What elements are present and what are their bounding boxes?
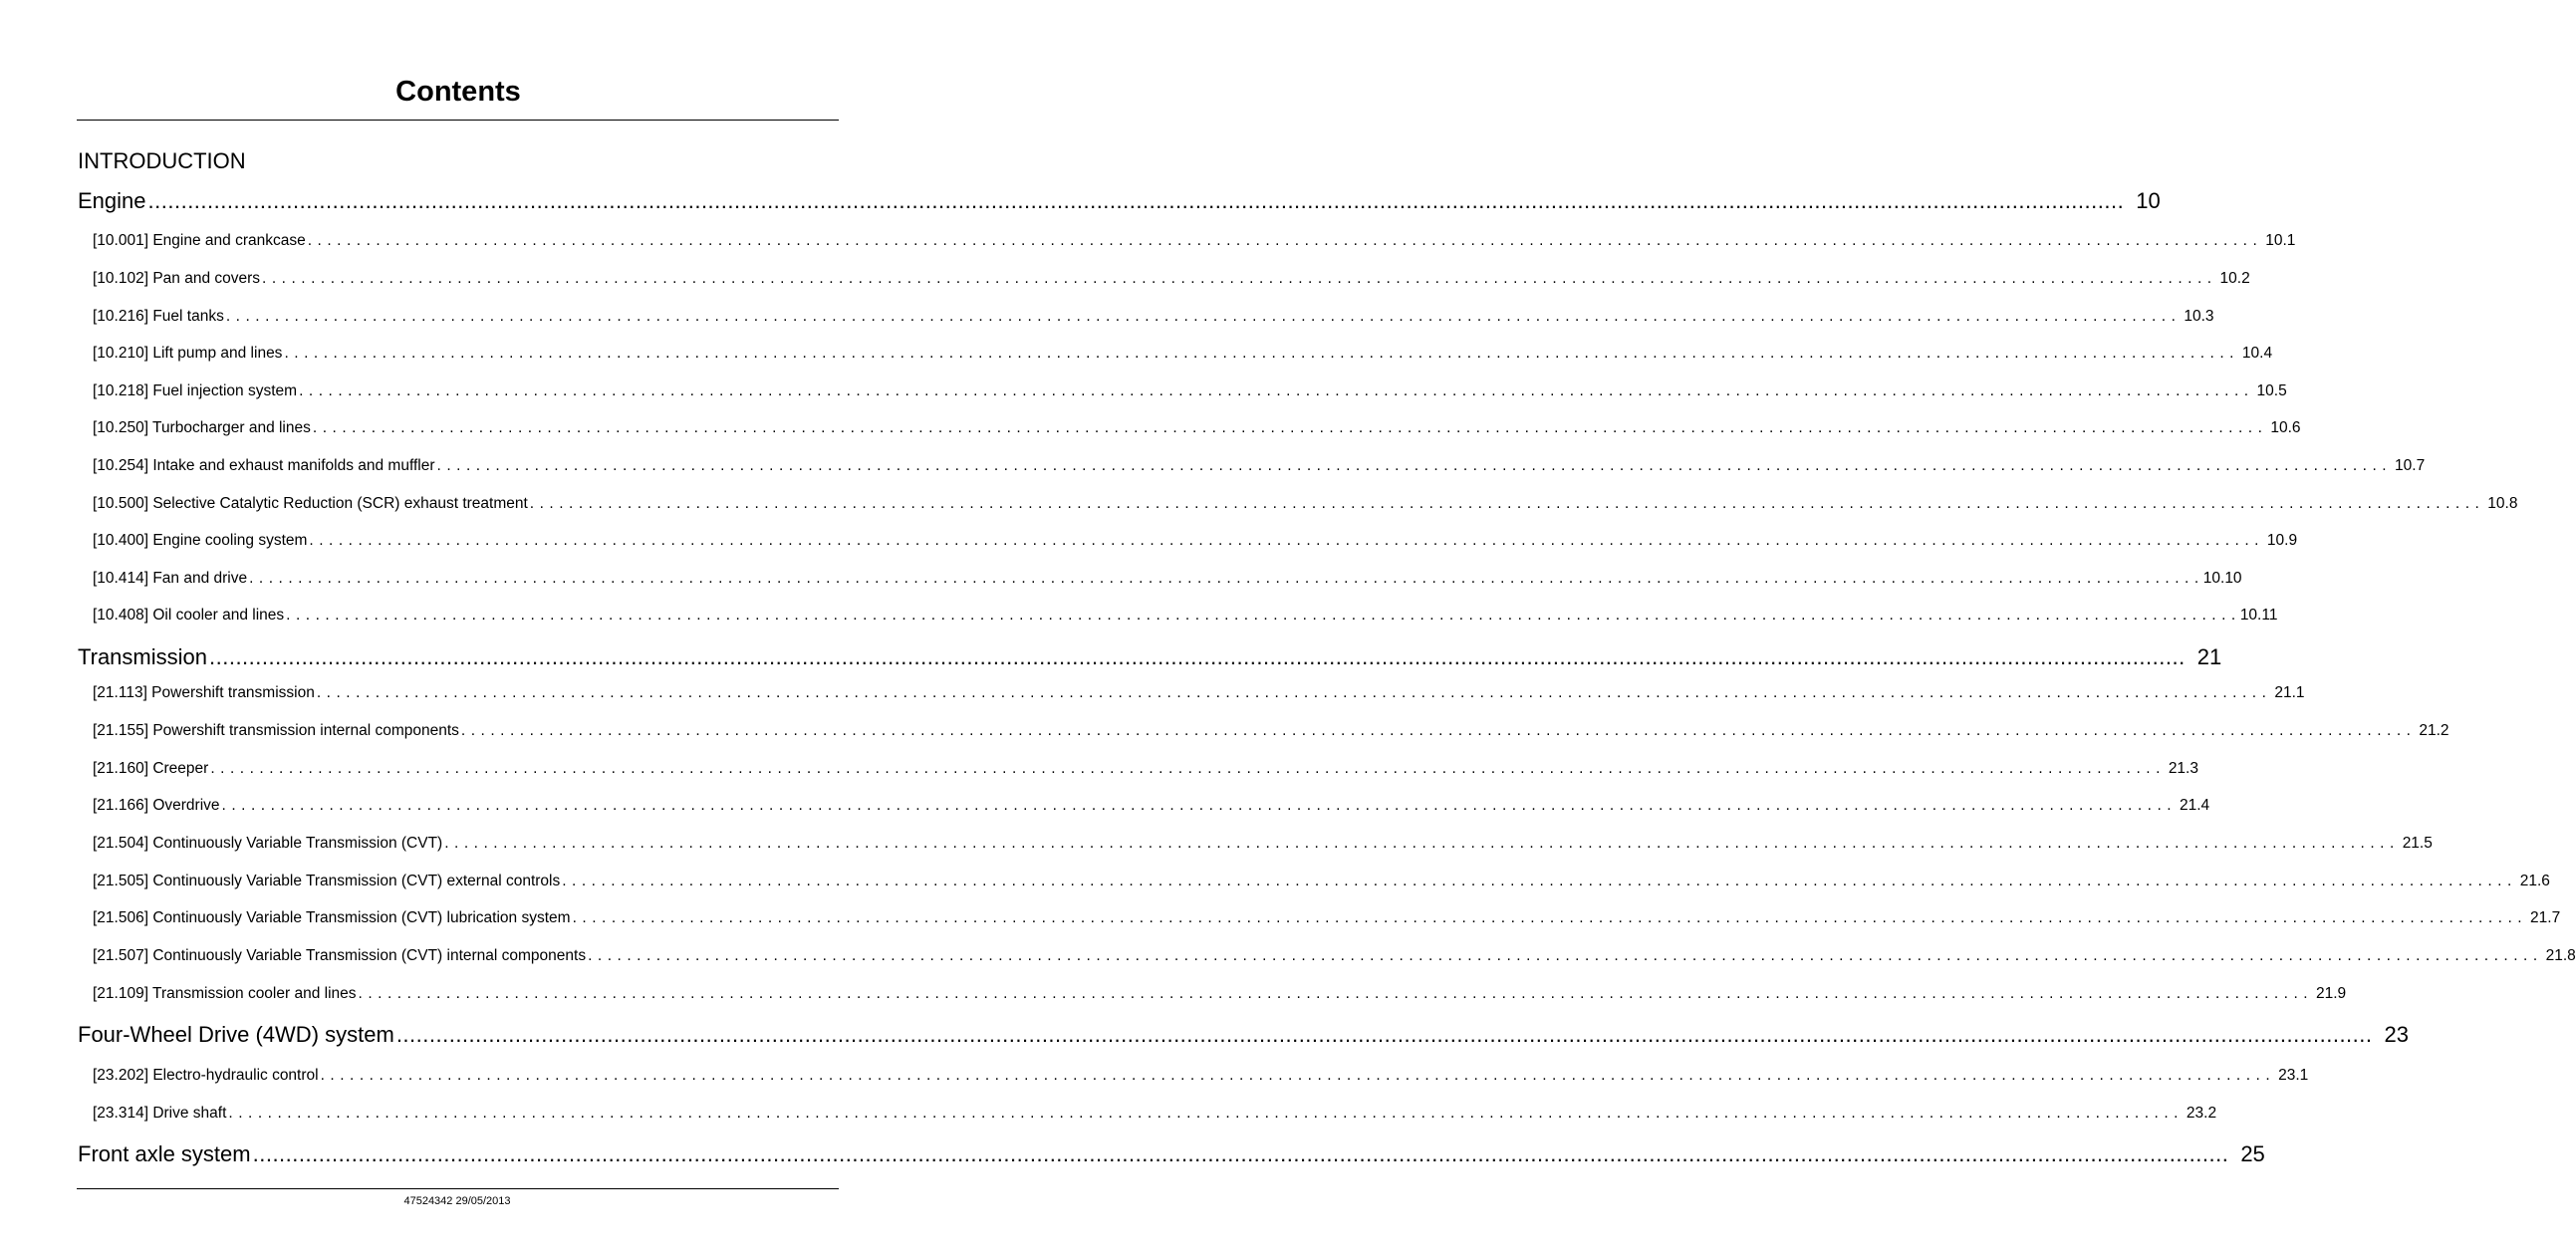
toc-section-page: 21.4 [2180,797,2210,814]
toc-section-page: 10.2 [2219,270,2250,287]
toc-section-page: 21.9 [2316,985,2347,1002]
toc-section-title: [10.408] Oil cooler and lines [93,607,285,624]
toc-leader-dots: . . . . . . . . . . . . . . . . . . . . . . . . . . . . . . . . . . . . . . . . . . . . . . . . . . . . . . . . . . . . . . . . . . . . . . . . . . . . . . . . . . . . . . . . . . . . . . . . . . . . . . . . . . . . . . . . . . . . . . . . . . . . . . . . . . . . . . . . . . . . . . . . . . . . . . . . . . . . . . . . . . . . . . . . . . . . . . . . . . . . . . . . . . . . . . . . . . . . . . . . [262,270,2212,287]
toc-chapter-page: 23 [2384,1022,2409,1047]
toc-section-entry[interactable] [93,946,2576,966]
toc-section-page: 10.6 [2270,419,2301,436]
toc-section-entry[interactable] [93,984,2347,1004]
toc-section-page: 21.7 [2530,909,2561,926]
toc-leader-dots: . . . . . . . . . . . . . . . . . . . . . . . . . . . . . . . . . . . . . . . . . . . . . . . . . . . . . . . . . . . . . . . . . . . . . . . . . . . . . . . . . . . . . . . . . . . . . . . . . . . . . . . . . . . . . . . . . . . . . . . . . . . . . . . . . . . . . . . . . . . . . . . . . . . . . . . . . . . . . . . . . . . . . . . . . . . . . . . . . . . . . . . . . . . . . . . . . . . . . . . . [286,607,2236,624]
toc-section-page: 21.6 [2519,873,2550,889]
toc-section-entry[interactable] [93,456,2426,476]
toc-section-entry[interactable] [93,872,2550,891]
toc-section-page: 21.8 [2545,947,2576,964]
toc-section-entry[interactable] [93,307,2214,327]
toc-section-page: 10.9 [2266,532,2298,549]
toc-section-page: 10.1 [2265,232,2296,249]
toc-section-title: [10.254] Intake and exhaust manifolds and muffler [93,457,435,474]
toc-leader-dots: . . . . . . . . . . . . . . . . . . . . . . . . . . . . . . . . . . . . . . . . . . . . . . . . . . . . . . . . . . . . . . . . . . . . . . . . . . . . . . . . . . . . . . . . . . . . . . . . . . . . . . . . . . . . . . . . . . . . . . . . . . . . . . . . . . . . . . . . . . . . . . . . . . . . . . . . . . . . . . . . . . . . . . . . . . . . . . . . . . . . . . . . . . . . . . . . . . . . . . . . [358,985,2309,1002]
toc-section-entry[interactable] [93,908,2561,928]
toc-section-entry[interactable] [93,796,2210,816]
toc-section-title: [10.250] Turbocharger and lines [93,419,311,436]
toc-section-entry[interactable] [93,531,2298,551]
toc-section-entry[interactable] [93,344,2273,364]
toc-section-entry[interactable] [93,1066,2309,1086]
page-footer: 47524342 29/05/2013 [403,1195,511,1207]
toc-section-entry[interactable] [93,418,2301,438]
page-title: Contents [395,76,521,108]
toc-chapter-title: Four-Wheel Drive (4WD) system [78,1022,394,1047]
toc-section-entry[interactable] [93,569,2242,589]
toc-section-page: 21.2 [2419,722,2449,739]
toc-section-page: 10.4 [2241,345,2273,362]
toc-section-page: 23.1 [2278,1067,2309,1084]
toc-chapter-title: Engine [78,188,146,213]
toc-leader-dots: . . . . . . . . . . . . . . . . . . . . . . . . . . . . . . . . . . . . . . . . . . . . . . . . . . . . . . . . . . . . . . . . . . . . . . . . . . . . . . . . . . . . . . . . . . . . . . . . . . . . . . . . . . . . . . . . . . . . . . . . . . . . . . . . . . . . . . . . . . . . . . . . . . . . . . . . . . . . . . . . . . . . . . . . . . . . . . . . . . . . . . . . . . . . . . . . . . . . . . . . [588,947,2538,964]
toc-leader-dots: . . . . . . . . . . . . . . . . . . . . . . . . . . . . . . . . . . . . . . . . . . . . . . . . . . . . . . . . . . . . . . . . . . . . . . . . . . . . . . . . . . . . . . . . . . . . . . . . . . . . . . . . . . . . . . . . . . . . . . . . . . . . . . . . . . . . . . . . . . . . . . . . . . . . . . . . . . . . . . . . . . . . . . . . . . . . . . . . . . . . . . . . . . . . . . . . . . . . . . . . [225,308,2177,325]
toc-section-entry[interactable] [93,1104,2217,1124]
toc-section-page: 10.7 [2395,457,2426,474]
toc-section-page: 23.2 [2186,1105,2217,1122]
toc-section-title: [21.109] Transmission cooler and lines [93,985,357,1002]
toc-leader-dots: . . . . . . . . . . . . . . . . . . . . . . . . . . . . . . . . . . . . . . . . . . . . . . . . . . . . . . . . . . . . . . . . . . . . . . . . . . . . . . . . . . . . . . . . . . . . . . . . . . . . . . . . . . . . . . . . . . . . . . . . . . . . . . . . . . . . . . . . . . . . . . . . . . . . . . . . . . . . . . . . . . . . . . . . . . . . . . . . . . . . . . . . . . . . . . . . . . . . . . . . [572,909,2523,926]
toc-section-entry[interactable] [93,759,2198,779]
toc-leader-dots: . . . . . . . . . . . . . . . . . . . . . . . . . . . . . . . . . . . . . . . . . . . . . . . . . . . . . . . . . . . . . . . . . . . . . . . . . . . . . . . . . . . . . . . . . . . . . . . . . . . . . . . . . . . . . . . . . . . . . . . . . . . . . . . . . . . . . . . . . . . . . . . . . . . . . . . . . . . . . . . . . . . . . . . . . . . . . . . . . . . . . . . . . . . . . . . . . . . . . . . . [316,684,2267,701]
toc-leader-dots: . . . . . . . . . . . . . . . . . . . . . . . . . . . . . . . . . . . . . . . . . . . . . . . . . . . . . . . . . . . . . . . . . . . . . . . . . . . . . . . . . . . . . . . . . . . . . . . . . . . . . . . . . . . . . . . . . . . . . . . . . . . . . . . . . . . . . . . . . . . . . . . . . . . . . . . . . . . . . . . . . . . . . . . . . . . . . . . . . . . . . . . . . . . . . . . . . . . . . . . . [228,1105,2180,1122]
toc-leader-dots: ............................................................................................................................................................................................................................................................................................................ [147,188,2125,213]
toc-section-title: [10.102] Pan and covers [93,270,261,287]
toc-chapter-page: 10 [2136,188,2161,213]
toc-chapter-page: 21 [2196,644,2222,669]
toc-section-title: [10.216] Fuel tanks [93,308,224,325]
toc-section-entry[interactable] [93,231,2296,251]
toc-section-page: 21.5 [2402,835,2433,852]
toc-leader-dots: . . . . . . . . . . . . . . . . . . . . . . . . . . . . . . . . . . . . . . . . . . . . . . . . . . . . . . . . . . . . . . . . . . . . . . . . . . . . . . . . . . . . . . . . . . . . . . . . . . . . . . . . . . . . . . . . . . . . . . . . . . . . . . . . . . . . . . . . . . . . . . . . . . . . . . . . . . . . . . . . . . . . . . . . . . . . . . . . . . . . . . . . . . . . . . . . . . . . . . . . [307,232,2258,249]
toc-section-title: [21.166] Overdrive [93,797,220,814]
toc-section-page: 21.1 [2274,684,2305,701]
toc-leader-dots: . . . . . . . . . . . . . . . . . . . . . . . . . . . . . . . . . . . . . . . . . . . . . . . . . . . . . . . . . . . . . . . . . . . . . . . . . . . . . . . . . . . . . . . . . . . . . . . . . . . . . . . . . . . . . . . . . . . . . . . . . . . . . . . . . . . . . . . . . . . . . . . . . . . . . . . . . . . . . . . . . . . . . . . . . . . . . . . . . . . . . . . . . . . . . . . . . . . . . . . . [444,835,2395,852]
toc-chapter-page: 25 [2240,1141,2265,1166]
toc-chapter-entry[interactable] [78,1140,2265,1168]
toc-section-title: [10.400] Engine cooling system [93,532,308,549]
toc-section-page: 10.3 [2184,308,2214,325]
toc-section-title: [21.507] Continuously Variable Transmission (CVT) internal components [93,947,587,964]
toc-section-title: [21.155] Powershift transmission internal components [93,722,459,739]
toc-chapter-entry[interactable] [78,643,2222,671]
toc-section-title: [21.113] Powershift transmission [93,684,315,701]
toc-chapter-entry[interactable] [78,1021,2409,1049]
toc-leader-dots: ............................................................................................................................................................................................................................................................................................................ [209,644,2186,669]
toc-section-page: 21.3 [2168,760,2198,777]
toc-section-title: [21.505] Continuously Variable Transmission (CVT) external controls [93,873,561,889]
toc-leader-dots: . . . . . . . . . . . . . . . . . . . . . . . . . . . . . . . . . . . . . . . . . . . . . . . . . . . . . . . . . . . . . . . . . . . . . . . . . . . . . . . . . . . . . . . . . . . . . . . . . . . . . . . . . . . . . . . . . . . . . . . . . . . . . . . . . . . . . . . . . . . . . . . . . . . . . . . . . . . . . . . . . . . . . . . . . . . . . . . . . . . . . . . . . . . . . . . . . . . . . . . . [320,1067,2271,1084]
toc-section-page: 10.10 [2202,570,2242,587]
toc-leader-dots: . . . . . . . . . . . . . . . . . . . . . . . . . . . . . . . . . . . . . . . . . . . . . . . . . . . . . . . . . . . . . . . . . . . . . . . . . . . . . . . . . . . . . . . . . . . . . . . . . . . . . . . . . . . . . . . . . . . . . . . . . . . . . . . . . . . . . . . . . . . . . . . . . . . . . . . . . . . . . . . . . . . . . . . . . . . . . . . . . . . . . . . . . . . . . . . . . . . . . . . . [436,457,2388,474]
footer-rule [77,1188,839,1189]
toc-leader-dots: . . . . . . . . . . . . . . . . . . . . . . . . . . . . . . . . . . . . . . . . . . . . . . . . . . . . . . . . . . . . . . . . . . . . . . . . . . . . . . . . . . . . . . . . . . . . . . . . . . . . . . . . . . . . . . . . . . . . . . . . . . . . . . . . . . . . . . . . . . . . . . . . . . . . . . . . . . . . . . . . . . . . . . . . . . . . . . . . . . . . . . . . . . . . . . . . . . . . . . . . [284,345,2235,362]
toc-section-title: [10.210] Lift pump and lines [93,345,283,362]
toc-leader-dots: . . . . . . . . . . . . . . . . . . . . . . . . . . . . . . . . . . . . . . . . . . . . . . . . . . . . . . . . . . . . . . . . . . . . . . . . . . . . . . . . . . . . . . . . . . . . . . . . . . . . . . . . . . . . . . . . . . . . . . . . . . . . . . . . . . . . . . . . . . . . . . . . . . . . . . . . . . . . . . . . . . . . . . . . . . . . . . . . . . . . . . . . . . . . . . . . . . . . . . . . [312,419,2263,436]
toc-section-title: [10.218] Fuel injection system [93,382,298,399]
toc-chapter-title: Transmission [78,644,207,669]
toc-section-entry[interactable] [93,606,2278,626]
toc-section-entry[interactable] [93,721,2449,741]
toc-section-page: 10.8 [2487,495,2518,512]
toc-section-entry[interactable] [93,494,2518,514]
toc-intro-heading: INTRODUCTION [78,148,246,173]
toc-leader-dots: . . . . . . . . . . . . . . . . . . . . . . . . . . . . . . . . . . . . . . . . . . . . . . . . . . . . . . . . . . . . . . . . . . . . . . . . . . . . . . . . . . . . . . . . . . . . . . . . . . . . . . . . . . . . . . . . . . . . . . . . . . . . . . . . . . . . . . . . . . . . . . . . . . . . . . . . . . . . . . . . . . . . . . . . . . . . . . . . . . . . . . . . . . . . . . . . . . . . . . . . [249,570,2199,587]
toc-section-page: 10.5 [2256,382,2287,399]
toc-leader-dots: . . . . . . . . . . . . . . . . . . . . . . . . . . . . . . . . . . . . . . . . . . . . . . . . . . . . . . . . . . . . . . . . . . . . . . . . . . . . . . . . . . . . . . . . . . . . . . . . . . . . . . . . . . . . . . . . . . . . . . . . . . . . . . . . . . . . . . . . . . . . . . . . . . . . . . . . . . . . . . . . . . . . . . . . . . . . . . . . . . . . . . . . . . . . . . . . . . . . . . . . [299,382,2249,399]
toc-section-title: [23.314] Drive shaft [93,1105,227,1122]
toc-section-entry[interactable] [93,834,2433,854]
toc-leader-dots: . . . . . . . . . . . . . . . . . . . . . . . . . . . . . . . . . . . . . . . . . . . . . . . . . . . . . . . . . . . . . . . . . . . . . . . . . . . . . . . . . . . . . . . . . . . . . . . . . . . . . . . . . . . . . . . . . . . . . . . . . . . . . . . . . . . . . . . . . . . . . . . . . . . . . . . . . . . . . . . . . . . . . . . . . . . . . . . . . . . . . . . . . . . . . . . . . . . . . . . . [309,532,2260,549]
toc-leader-dots: . . . . . . . . . . . . . . . . . . . . . . . . . . . . . . . . . . . . . . . . . . . . . . . . . . . . . . . . . . . . . . . . . . . . . . . . . . . . . . . . . . . . . . . . . . . . . . . . . . . . . . . . . . . . . . . . . . . . . . . . . . . . . . . . . . . . . . . . . . . . . . . . . . . . . . . . . . . . . . . . . . . . . . . . . . . . . . . . . . . . . . . . . . . . . . . . . . . . . . . . [529,495,2480,512]
toc-section-title: [23.202] Electro-hydraulic control [93,1067,319,1084]
toc-section-title: [10.414] Fan and drive [93,570,248,587]
toc-section-page: 10.11 [2239,607,2278,624]
toc-leader-dots: . . . . . . . . . . . . . . . . . . . . . . . . . . . . . . . . . . . . . . . . . . . . . . . . . . . . . . . . . . . . . . . . . . . . . . . . . . . . . . . . . . . . . . . . . . . . . . . . . . . . . . . . . . . . . . . . . . . . . . . . . . . . . . . . . . . . . . . . . . . . . . . . . . . . . . . . . . . . . . . . . . . . . . . . . . . . . . . . . . . . . . . . . . . . . . . . . . . . . . . . [221,797,2173,814]
toc-leader-dots: ............................................................................................................................................................................................................................................................................................................ [252,1141,2229,1166]
toc-section-title: [21.506] Continuously Variable Transmission (CVT) lubrication system [93,909,571,926]
toc-section-entry[interactable] [93,381,2287,401]
toc-chapter-title: Front axle system [78,1141,251,1166]
toc-leader-dots: . . . . . . . . . . . . . . . . . . . . . . . . . . . . . . . . . . . . . . . . . . . . . . . . . . . . . . . . . . . . . . . . . . . . . . . . . . . . . . . . . . . . . . . . . . . . . . . . . . . . . . . . . . . . . . . . . . . . . . . . . . . . . . . . . . . . . . . . . . . . . . . . . . . . . . . . . . . . . . . . . . . . . . . . . . . . . . . . . . . . . . . . . . . . . . . . . . . . . . . . [210,760,2161,777]
toc-leader-dots: ............................................................................................................................................................................................................................................................................................................ [395,1022,2373,1047]
toc-section-title: [10.500] Selective Catalytic Reduction (SCR) exhaust treatment [93,495,528,512]
toc-section-entry[interactable] [93,683,2305,703]
toc-section-title: [21.504] Continuously Variable Transmission (CVT) [93,835,443,852]
toc-leader-dots: . . . . . . . . . . . . . . . . . . . . . . . . . . . . . . . . . . . . . . . . . . . . . . . . . . . . . . . . . . . . . . . . . . . . . . . . . . . . . . . . . . . . . . . . . . . . . . . . . . . . . . . . . . . . . . . . . . . . . . . . . . . . . . . . . . . . . . . . . . . . . . . . . . . . . . . . . . . . . . . . . . . . . . . . . . . . . . . . . . . . . . . . . . . . . . . . . . . . . . . . [460,722,2412,739]
toc-section-entry[interactable] [93,269,2250,289]
toc-chapter-entry[interactable] [78,187,2161,215]
toc-section-title: [21.160] Creeper [93,760,209,777]
toc-leader-dots: . . . . . . . . . . . . . . . . . . . . . . . . . . . . . . . . . . . . . . . . . . . . . . . . . . . . . . . . . . . . . . . . . . . . . . . . . . . . . . . . . . . . . . . . . . . . . . . . . . . . . . . . . . . . . . . . . . . . . . . . . . . . . . . . . . . . . . . . . . . . . . . . . . . . . . . . . . . . . . . . . . . . . . . . . . . . . . . . . . . . . . . . . . . . . . . . . . . . . . . . [562,873,2512,889]
toc-section-title: [10.001] Engine and crankcase [93,232,306,249]
